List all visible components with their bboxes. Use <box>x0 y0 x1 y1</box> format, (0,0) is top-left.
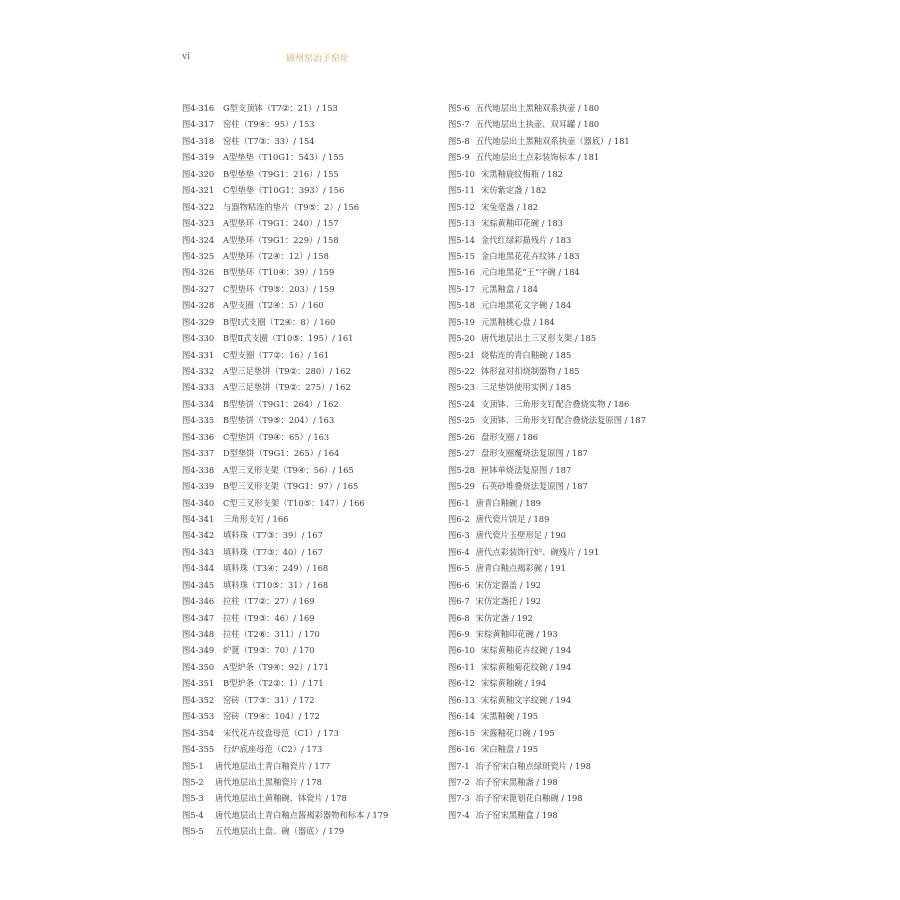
figure-number: 图5-17 <box>448 283 475 294</box>
figure-number: 图6-11 <box>448 661 475 672</box>
figure-caption: 宋仿定盏托 / 192 <box>475 596 542 607</box>
figure-number: 图5-20 <box>448 333 475 344</box>
toc-entry <box>182 232 437 248</box>
figure-number: 图4-324 <box>182 234 215 245</box>
figure-number: 图4-347 <box>182 612 215 623</box>
toc-entry <box>448 462 708 478</box>
toc-entry <box>448 396 708 412</box>
toc-entry <box>448 725 708 741</box>
figure-caption: 钵形盆对扣烧制器物 / 185 <box>480 366 580 376</box>
figure-caption: 行炉底座母范（C2）/ 173 <box>223 744 323 755</box>
toc-entry <box>182 100 437 116</box>
toc-entry <box>448 116 708 132</box>
figure-caption: 盘形支圈 / 186 <box>480 431 539 442</box>
toc-entry <box>448 610 708 626</box>
toc-entry <box>448 659 708 675</box>
toc-entry <box>448 100 708 116</box>
toc-entry <box>182 544 437 560</box>
figure-number: 图4-322 <box>182 201 215 212</box>
toc-entry <box>182 495 437 511</box>
figure-number: 图7-4 <box>448 809 470 820</box>
figure-number: 图4-330 <box>182 333 215 344</box>
figure-caption: 宋黑釉碗 / 195 <box>480 711 539 722</box>
toc-entry <box>448 281 708 297</box>
toc-entry <box>182 314 437 330</box>
figure-number: 图4-319 <box>182 152 215 163</box>
toc-entry <box>448 692 708 708</box>
figure-caption: 五代地层出土黑釉双系执壶 / 180 <box>475 103 600 113</box>
figure-caption: 宋棕黄釉花卉纹碗 / 194 <box>480 645 572 656</box>
figure-number: 图5-2 <box>182 776 204 787</box>
figure-caption: 宋仿紫定盏 / 182 <box>480 185 547 196</box>
figure-caption: 五代地层出土点彩装饰标本 / 181 <box>475 152 600 163</box>
figure-number: 图5-18 <box>448 300 475 311</box>
figure-caption: C型三叉形支架（T10⑤：147）/ 166 <box>223 497 365 508</box>
toc-entry <box>182 462 437 478</box>
figure-caption: 三足垫饼使用实例 / 185 <box>480 382 572 393</box>
figure-caption: 窑砖（T9④：104）/ 172 <box>223 711 320 722</box>
toc-entry <box>448 133 708 149</box>
figure-number: 图5-6 <box>448 103 470 113</box>
figure-caption: 窑柱（T7③：33）/ 154 <box>223 135 315 146</box>
figure-number: 图5-23 <box>448 382 475 393</box>
figure-caption: 五代地层出土黑釉双系执壶（器底）/ 181 <box>475 135 630 146</box>
toc-entry <box>448 626 708 642</box>
figure-number: 图4-348 <box>182 629 215 639</box>
figure-number: 图7-1 <box>448 760 470 771</box>
figure-number: 图5-12 <box>448 201 475 212</box>
figure-number: 图5-9 <box>448 152 470 163</box>
toc-entry <box>182 560 437 576</box>
toc-entry <box>448 379 708 395</box>
figure-number: 图5-28 <box>448 464 475 475</box>
figure-number: 图4-332 <box>182 366 215 376</box>
figure-number: 图5-15 <box>448 250 475 261</box>
figure-caption: 冶子窑宋白釉点绿斑瓷片 / 198 <box>475 760 591 771</box>
toc-entry <box>182 166 437 182</box>
figure-number: 图6-3 <box>448 530 470 541</box>
toc-entry <box>448 330 708 346</box>
figure-number: 图4-343 <box>182 546 215 557</box>
toc-entry <box>448 215 708 231</box>
figure-caption: 宋棕黄釉印花碗 / 193 <box>475 629 558 639</box>
figure-caption: 填料珠（T7③：39）/ 167 <box>223 530 323 541</box>
figure-number: 图6-13 <box>448 694 475 705</box>
figure-number: 图4-334 <box>182 398 215 409</box>
figure-caption: G型支顶钵（T7②：21）/ 153 <box>223 103 338 113</box>
figure-caption: A型垫垫（T10G1：543）/ 155 <box>223 152 344 163</box>
figure-number: 图6-16 <box>448 744 475 755</box>
figure-caption: A型三足垫饼（T9②：275）/ 162 <box>223 382 351 393</box>
toc-entry <box>182 330 437 346</box>
figure-number: 图5-4 <box>182 809 204 820</box>
figure-caption: 金代红绿彩描残片 / 183 <box>480 234 572 245</box>
figure-number: 图4-346 <box>182 596 215 607</box>
figure-number: 图5-8 <box>448 135 470 146</box>
figure-caption: 宋代花卉纹盘母范（C1）/ 173 <box>223 727 339 738</box>
figure-caption: 三角形支钉 / 166 <box>223 513 289 524</box>
figure-number: 图6-14 <box>448 711 475 722</box>
toc-entry <box>448 248 708 264</box>
figure-caption: 宋黑釉旋纹梅瓶 / 182 <box>480 168 563 179</box>
toc-entry <box>448 429 708 445</box>
figure-caption: 宋仿定盏 / 192 <box>475 612 533 623</box>
figure-caption: 唐青白釉碗 / 189 <box>475 497 542 508</box>
toc-entry <box>182 215 437 231</box>
figure-caption: 唐代瓷片饼足 / 189 <box>475 513 550 524</box>
toc-entry <box>448 412 708 428</box>
figure-number: 图4-349 <box>182 645 215 656</box>
figure-number: 图6-5 <box>448 563 470 574</box>
toc-entry <box>448 199 708 215</box>
figure-caption: 唐代地层出土三叉形支架 / 185 <box>480 333 597 344</box>
figure-caption: 炉篦（T9③：70）/ 170 <box>223 645 315 656</box>
figure-caption: 唐代点彩装饰行炉、碗残片 / 191 <box>475 546 600 557</box>
figure-number: 图6-1 <box>448 497 470 508</box>
figure-number: 图5-21 <box>448 349 475 360</box>
toc-entry <box>448 166 708 182</box>
figure-number: 图5-7 <box>448 119 470 130</box>
figure-number: 图6-4 <box>448 546 470 557</box>
toc-entry <box>448 741 708 757</box>
figure-number: 图4-345 <box>182 579 215 590</box>
toc-entry <box>448 478 708 494</box>
figure-caption: A型三叉形支架（T9④：56）/ 165 <box>223 464 354 475</box>
toc-entry <box>448 149 708 165</box>
figure-number: 图4-337 <box>182 448 215 459</box>
toc-entry <box>182 659 437 675</box>
figure-caption: 宋棕黄釉文字纹碗 / 194 <box>480 694 572 705</box>
figure-caption: 宋白釉盘 / 195 <box>480 744 539 755</box>
figure-caption: 宋仿定器盖 / 192 <box>475 579 542 590</box>
figure-caption: A型垫环（T2④：12）/ 158 <box>223 250 329 261</box>
figure-number: 图4-340 <box>182 497 215 508</box>
figure-caption: B型炉条（T2②：1）/ 171 <box>223 678 324 689</box>
figure-caption: B型垫环（T10④：39）/ 159 <box>223 267 335 278</box>
figure-caption: 唐代地层出土黄釉碗、钵瓷片 / 178 <box>215 793 347 804</box>
figure-caption: 唐代瓷片玉壁形足 / 190 <box>475 530 566 541</box>
figure-number: 图4-341 <box>182 513 215 524</box>
figure-number: 图5-27 <box>448 448 475 459</box>
toc-entry <box>182 790 437 806</box>
toc-entry <box>448 577 708 593</box>
figure-caption: 匣钵单烧法复原图 / 187 <box>480 464 572 475</box>
toc-entry <box>182 347 437 363</box>
toc-entry <box>182 708 437 724</box>
figure-number: 图6-7 <box>448 596 470 607</box>
figure-caption: 填料珠（T7③：40）/ 167 <box>223 546 323 557</box>
figure-number: 图4-318 <box>182 135 215 146</box>
figure-caption: 填料珠（T3④：249）/ 168 <box>223 563 329 574</box>
toc-entry <box>448 495 708 511</box>
toc-entry <box>182 807 437 823</box>
figure-number: 图4-323 <box>182 218 215 229</box>
figure-caption: 冶子窑宋篦划花白釉碗 / 198 <box>475 793 583 804</box>
figure-caption: B型Ⅰ式支圈（T2④：8）/ 160 <box>223 316 336 327</box>
toc-entry <box>182 133 437 149</box>
toc-entry <box>448 560 708 576</box>
toc-entry <box>182 199 437 215</box>
toc-entry <box>448 297 708 313</box>
figure-caption: 五代地层出土盘、碗（器底）/ 179 <box>215 826 345 837</box>
figure-caption: 窑砖（T7③：31）/ 172 <box>223 694 315 705</box>
figure-caption: 唐代地层出土黑釉瓷片 / 178 <box>215 776 322 787</box>
figure-caption: A型垫环（T9G1：229）/ 158 <box>223 234 339 245</box>
figure-number: 图5-10 <box>448 168 475 179</box>
figure-number: 图4-350 <box>182 661 215 672</box>
toc-entry <box>448 363 708 379</box>
figure-number: 图4-333 <box>182 382 215 393</box>
figure-number: 图4-326 <box>182 267 215 278</box>
figure-caption: 唐代地层出土青白釉点酱褐彩器物和标本 / 179 <box>215 809 389 820</box>
toc-entry <box>182 363 437 379</box>
toc-entry <box>182 445 437 461</box>
toc-entry <box>182 149 437 165</box>
figure-caption: 盘形支圈覆烧法复原图 / 187 <box>480 448 588 459</box>
figure-caption: A型炉条（T9④：92）/ 171 <box>223 661 329 672</box>
toc-entry <box>182 511 437 527</box>
figure-number: 图4-336 <box>182 431 215 442</box>
figure-caption: 金白地黑花花卉纹钵 / 183 <box>480 250 580 261</box>
figure-number: 图5-22 <box>448 366 475 376</box>
running-title: 磁州窑冶子窑址 <box>286 54 350 64</box>
figure-caption: C型支圈（T7②：16）/ 161 <box>223 349 330 360</box>
figure-number: 图6-12 <box>448 678 475 689</box>
toc-entry <box>448 264 708 280</box>
figure-number: 图4-320 <box>182 168 215 179</box>
figure-number: 图4-355 <box>182 744 215 755</box>
figure-caption: B型三叉形支架（T9G1：97）/ 165 <box>223 481 359 492</box>
toc-entry <box>182 116 437 132</box>
figure-caption: 元白地黑花“王”字碗 / 184 <box>480 267 580 278</box>
figure-caption: 冶子窑宋黑釉盏 / 198 <box>475 776 558 787</box>
figure-caption: 冶子窑宋黑釉盒 / 198 <box>475 809 558 820</box>
toc-entry <box>448 675 708 691</box>
figure-caption: A型垫环（T9G1：240）/ 157 <box>223 218 339 229</box>
figure-number: 图6-9 <box>448 629 470 639</box>
toc-left-column <box>182 100 437 840</box>
toc-entry <box>448 511 708 527</box>
figure-number: 图4-331 <box>182 349 215 360</box>
figure-number: 图4-344 <box>182 563 215 574</box>
figure-number: 图6-10 <box>448 645 475 656</box>
figure-caption: C型垫垫（T10G1：393）/ 156 <box>223 185 345 196</box>
figure-caption: 宋兔毫盏 / 182 <box>480 201 539 212</box>
figure-caption: 与器物粘连的垫片（T9⑤：2）/ 156 <box>223 201 360 212</box>
toc-entry <box>448 642 708 658</box>
figure-number: 图5-19 <box>448 316 475 327</box>
figure-number: 图4-353 <box>182 711 215 722</box>
figure-number: 图4-325 <box>182 250 215 261</box>
figure-number: 图5-25 <box>448 415 475 426</box>
toc-entry <box>448 347 708 363</box>
figure-caption: 元白地黑花文字碗 / 184 <box>480 300 572 311</box>
figure-number: 图4-327 <box>182 283 215 294</box>
figure-number: 图4-321 <box>182 185 215 196</box>
toc-entry <box>182 758 437 774</box>
figure-caption: B型垫饼（T9G1：264）/ 162 <box>223 398 339 409</box>
figure-number: 图5-11 <box>448 185 475 196</box>
figure-caption: 支顶钵、三角形支钉配合叠烧法复原图 / 187 <box>480 415 646 426</box>
toc-entry <box>448 708 708 724</box>
figure-caption: 拉柱（T7②：27）/ 169 <box>223 596 315 607</box>
toc-entry <box>448 182 708 198</box>
figure-number: 图6-6 <box>448 579 470 590</box>
toc-entry <box>448 593 708 609</box>
toc-entry <box>182 379 437 395</box>
figure-caption: 拉柱（T9③：46）/ 169 <box>223 612 315 623</box>
figure-number: 图5-26 <box>448 431 475 442</box>
toc-entry <box>448 774 708 790</box>
figure-number: 图5-1 <box>182 760 204 771</box>
toc-entry <box>182 527 437 543</box>
toc-entry <box>182 412 437 428</box>
figure-caption: 填料珠（T10⑤：31）/ 168 <box>223 579 329 590</box>
toc-entry <box>182 429 437 445</box>
toc-entry <box>182 281 437 297</box>
figure-caption: 五代地层出土执壶、双耳罐 / 180 <box>475 119 600 130</box>
figure-caption: A型三足垫饼（T9②：280）/ 162 <box>223 366 351 376</box>
figure-number: 图6-8 <box>448 612 470 623</box>
figure-number: 图4-352 <box>182 694 215 705</box>
toc-entry <box>182 478 437 494</box>
figure-number: 图5-14 <box>448 234 475 245</box>
page-number: vi <box>182 51 190 62</box>
figure-number: 图4-316 <box>182 103 215 113</box>
figure-caption: 元黑釉桃心盘 / 184 <box>480 316 555 327</box>
figure-number: 图4-354 <box>182 727 215 738</box>
toc-right-column <box>448 100 708 823</box>
toc-entry <box>448 807 708 823</box>
toc-entry <box>448 790 708 806</box>
figure-number: 图4-329 <box>182 316 215 327</box>
figure-caption: B型垫饼（T9⑤：204）/ 163 <box>223 415 335 426</box>
toc-entry <box>182 725 437 741</box>
figure-number: 图4-339 <box>182 481 215 492</box>
figure-number: 图4-328 <box>182 300 215 311</box>
toc-entry <box>182 182 437 198</box>
figure-caption: 唐青白釉点褐彩碗 / 191 <box>475 563 566 574</box>
figure-caption: 宋棕黄釉碗 / 194 <box>480 678 547 689</box>
toc-entry <box>182 675 437 691</box>
figure-caption: A型支圈（T2④：5）/ 160 <box>223 300 324 311</box>
toc-entry <box>182 774 437 790</box>
figure-caption: D型垫饼（T9G1：265）/ 164 <box>223 448 340 459</box>
toc-entry <box>182 593 437 609</box>
toc-entry <box>448 314 708 330</box>
figure-caption: 宋棕黄釉菊花纹碗 / 194 <box>480 661 572 672</box>
toc-entry <box>182 741 437 757</box>
figure-number: 图5-16 <box>448 267 475 278</box>
toc-entry <box>182 264 437 280</box>
figure-number: 图5-24 <box>448 398 475 409</box>
figure-caption: 唐代地层出土青白釉瓷片 / 177 <box>215 760 331 771</box>
toc-entry <box>448 527 708 543</box>
figure-number: 图5-29 <box>448 481 475 492</box>
figure-caption: 石英砂堆叠烧法复原图 / 187 <box>480 481 588 492</box>
figure-caption: 窑柱（T9④：95）/ 153 <box>223 119 315 130</box>
toc-entry <box>182 297 437 313</box>
figure-caption: B型Ⅱ式支圈（T10⑤：195）/ 161 <box>223 333 354 344</box>
figure-caption: 元黑釉盒 / 184 <box>480 283 539 294</box>
figure-number: 图7-3 <box>448 793 470 804</box>
figure-number: 图4-317 <box>182 119 215 130</box>
toc-entry <box>182 823 437 839</box>
figure-number: 图4-351 <box>182 678 215 689</box>
figure-caption: 宋酱釉花口碗 / 195 <box>480 727 555 738</box>
toc-entry <box>182 577 437 593</box>
toc-entry <box>182 692 437 708</box>
figure-caption: 拉柱（T2⑥：311）/ 170 <box>223 629 320 639</box>
figure-number: 图7-2 <box>448 776 470 787</box>
figure-number: 图4-338 <box>182 464 215 475</box>
figure-number: 图5-3 <box>182 793 204 804</box>
figure-number: 图5-5 <box>182 826 204 837</box>
toc-entry <box>182 396 437 412</box>
toc-entry <box>448 758 708 774</box>
toc-entry <box>448 232 708 248</box>
toc-entry <box>182 626 437 642</box>
toc-entry <box>182 248 437 264</box>
figure-caption: B型垫垫（T9G1：216）/ 155 <box>223 168 339 179</box>
figure-number: 图4-342 <box>182 530 215 541</box>
figure-number: 图6-15 <box>448 727 475 738</box>
figure-number: 图5-13 <box>448 218 475 229</box>
figure-number: 图6-2 <box>448 513 470 524</box>
figure-caption: C型垫饼（T9④：65）/ 163 <box>223 431 330 442</box>
figure-number: 图4-335 <box>182 415 215 426</box>
toc-entry <box>182 642 437 658</box>
figure-caption: 宋棕黄釉印花碗 / 183 <box>480 218 563 229</box>
toc-entry <box>448 445 708 461</box>
figure-caption: C型垫环（T9⑤：203）/ 159 <box>223 283 335 294</box>
figure-caption: 支顶钵、三角形支钉配合叠烧实物 / 186 <box>480 398 630 409</box>
figure-caption: 烧粘连的青白釉碗 / 185 <box>480 349 572 360</box>
toc-entry <box>448 544 708 560</box>
toc-entry <box>182 610 437 626</box>
